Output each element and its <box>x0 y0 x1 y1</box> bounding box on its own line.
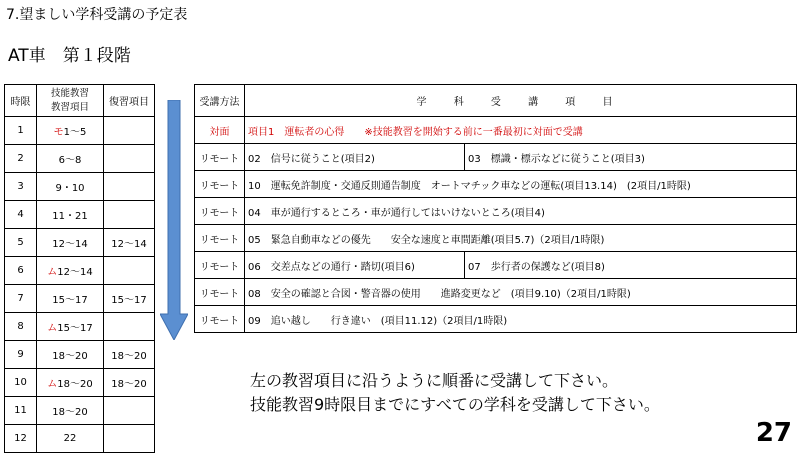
lecture-item-cell: 04 車が通行するところ・車が通行してはいけないところ(項目4) <box>245 198 797 225</box>
table-row <box>5 145 155 173</box>
header-method: 受講方法 <box>195 85 245 117</box>
practical-item-cell: 18～20 <box>37 341 104 369</box>
review-cell: 18～20 <box>104 369 155 397</box>
table-row <box>195 225 797 252</box>
table-row <box>5 397 155 425</box>
practical-item-cell: ム15～17 <box>37 313 104 341</box>
period-cell: 11 <box>5 397 37 425</box>
down-arrow-icon <box>160 100 188 340</box>
table-header-row <box>195 85 797 117</box>
review-cell: 12～14 <box>104 229 155 257</box>
period-cell: 10 <box>5 369 37 397</box>
period-cell: 6 <box>5 257 37 285</box>
header-period: 時限 <box>5 85 37 117</box>
period-cell: 1 <box>5 117 37 145</box>
period-cell: 4 <box>5 201 37 229</box>
lecture-item-cell: 06 交差点などの通行・踏切(項目6) <box>245 252 465 279</box>
period-cell: 9 <box>5 341 37 369</box>
method-cell: リモート <box>195 225 245 252</box>
method-cell: リモート <box>195 306 245 333</box>
table-row <box>5 341 155 369</box>
review-cell <box>104 173 155 201</box>
period-cell: 2 <box>5 145 37 173</box>
table-row <box>195 252 797 279</box>
review-cell: 15～17 <box>104 285 155 313</box>
practical-item-cell: ム18～20 <box>37 369 104 397</box>
practical-schedule-table <box>4 84 155 453</box>
review-cell: 18～20 <box>104 341 155 369</box>
header-lecture-items: 学 科 受 講 項 目 <box>245 85 797 117</box>
table-row <box>5 229 155 257</box>
period-cell: 7 <box>5 285 37 313</box>
lecture-item-cell: 08 安全の確認と合図・警音器の使用 進路変更など (項目9.10)（2項目/1時限) <box>245 279 797 306</box>
review-cell <box>104 425 155 453</box>
table-row <box>5 313 155 341</box>
practical-item-cell: モ1～5 <box>37 117 104 145</box>
review-cell <box>104 397 155 425</box>
header-practical-item: 技能教習 教習項目 <box>37 85 104 117</box>
instruction-note <box>250 369 660 417</box>
table-row <box>195 144 797 171</box>
review-cell <box>104 257 155 285</box>
instruction-line: 技能教習9時限目までにすべての学科を受講して下さい。 <box>250 395 660 414</box>
page-number: 27 <box>755 418 792 448</box>
table-row <box>5 201 155 229</box>
method-cell: リモート <box>195 144 245 171</box>
lecture-item-cell: 05 緊急自動車などの優先 安全な速度と車間距離(項目5.7)（2項目/1時限) <box>245 225 797 252</box>
lecture-item-cell: 07 歩行者の保護など(項目8) <box>465 252 797 279</box>
review-cell <box>104 117 155 145</box>
practical-item-cell: 6～8 <box>37 145 104 173</box>
period-cell: 3 <box>5 173 37 201</box>
method-cell: リモート <box>195 279 245 306</box>
lecture-item-cell: 10 運転免許制度・交通反則通告制度 オートマチック車などの運転(項目13.14) (2項目/1時限) <box>245 171 797 198</box>
lecture-item-cell: 項目1 運転者の心得 ※技能教習を開始する前に一番最初に対面で受講 <box>245 117 797 144</box>
header-review: 復習項目 <box>104 85 155 117</box>
period-cell: 8 <box>5 313 37 341</box>
method-cell: リモート <box>195 171 245 198</box>
practical-item-cell: ム12～14 <box>37 257 104 285</box>
table-row <box>195 171 797 198</box>
lecture-schedule-table <box>194 84 797 333</box>
table-row <box>5 369 155 397</box>
table-row <box>195 306 797 333</box>
practical-mark: ム <box>47 267 58 278</box>
practical-mark: モ <box>53 127 64 138</box>
practical-mark: ム <box>47 379 58 390</box>
method-cell: 対面 <box>195 117 245 144</box>
instruction-line: 左の教習項目に沿うように順番に受講して下さい。 <box>250 371 619 390</box>
method-cell: リモート <box>195 252 245 279</box>
lecture-item-cell: 02 信号に従うこと(項目2) <box>245 144 465 171</box>
table-row <box>195 117 797 144</box>
lecture-item-cell: 09 追い越し 行き違い (項目11.12)（2項目/1時限) <box>245 306 797 333</box>
table-row <box>5 173 155 201</box>
section-subtitle: AT車 第１段階 <box>8 46 131 66</box>
table-row <box>5 257 155 285</box>
practical-item-cell: 11・21 <box>37 201 104 229</box>
method-cell: リモート <box>195 198 245 225</box>
review-cell <box>104 201 155 229</box>
practical-mark: ム <box>47 323 58 334</box>
practical-item-cell: 18～20 <box>37 397 104 425</box>
table-row <box>5 117 155 145</box>
period-cell: 12 <box>5 425 37 453</box>
table-row <box>195 198 797 225</box>
period-cell: 5 <box>5 229 37 257</box>
table-row <box>195 279 797 306</box>
table-row <box>5 285 155 313</box>
practical-item-cell: 12～14 <box>37 229 104 257</box>
practical-item-cell: 9・10 <box>37 173 104 201</box>
review-cell <box>104 145 155 173</box>
table-header-row <box>5 85 155 117</box>
practical-item-cell: 22 <box>37 425 104 453</box>
practical-item-cell: 15～17 <box>37 285 104 313</box>
slide-title: 7.望ましい学科受講の予定表 <box>6 7 188 23</box>
table-row <box>5 425 155 453</box>
lecture-item-cell: 03 標識・標示などに従うこと(項目3) <box>465 144 797 171</box>
review-cell <box>104 313 155 341</box>
